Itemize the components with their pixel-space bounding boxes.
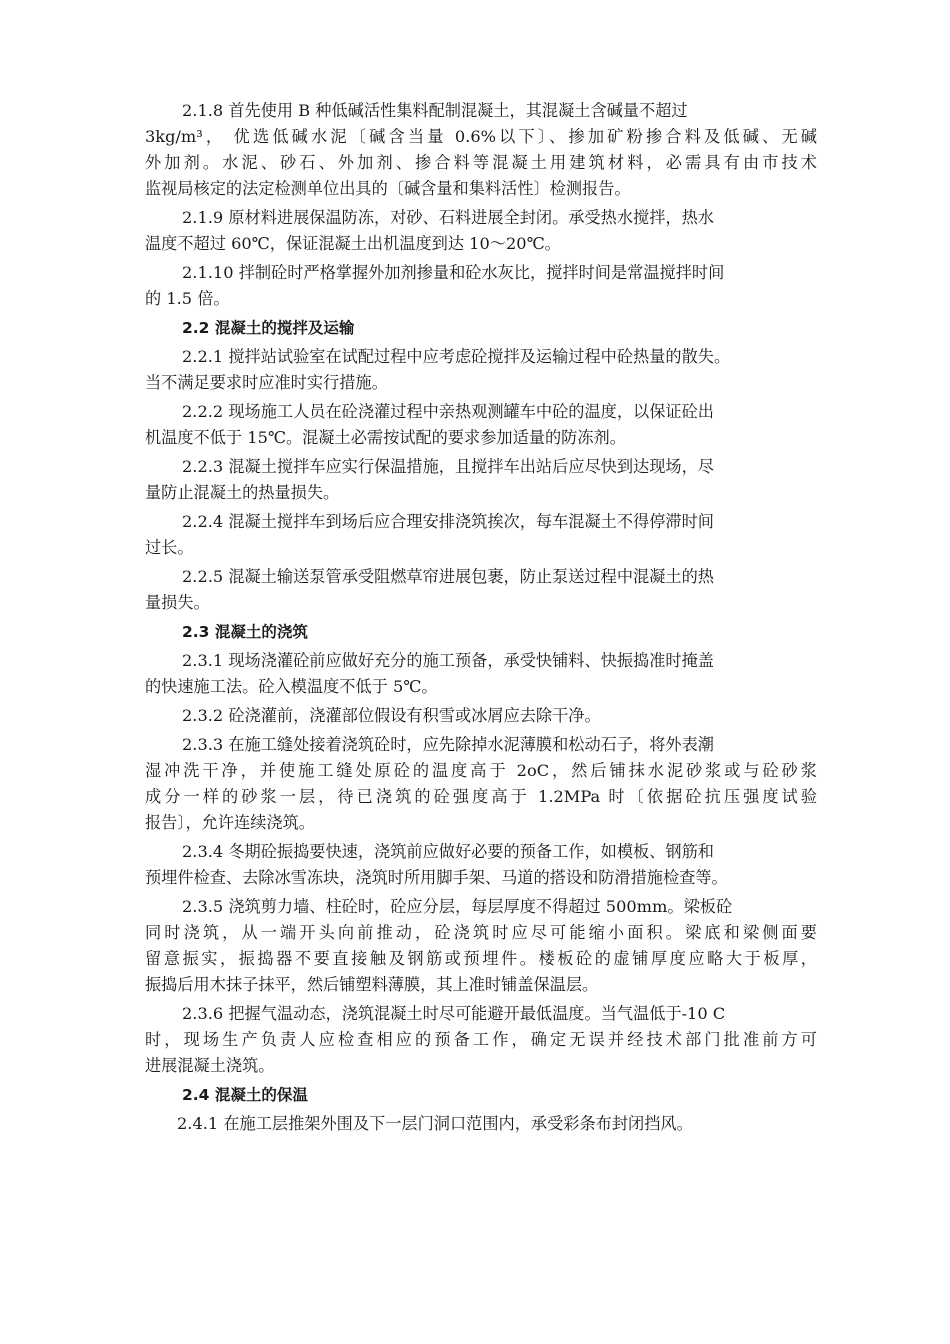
text-line: 过长。 xyxy=(145,538,194,557)
text-line: 机温度不低于 15℃。混凝土必需按试配的要求参加适量的防冻剂。 xyxy=(145,428,626,447)
paragraph-2-4-1 xyxy=(145,1111,817,1137)
paragraph-2-3-4 xyxy=(145,839,817,891)
text-line: 2.2.5 混凝土输送泵管承受阻燃草帘进展包裹，防止泵送过程中混凝土的热 xyxy=(182,567,714,586)
text-line: 3kg/m³， 优选低碱水泥〔碱含当量 0.6%以下〕、掺加矿粉掺合料及低碱、无碱 xyxy=(145,127,817,146)
paragraph-2-1-10 xyxy=(145,260,817,312)
paragraph-2-2-2 xyxy=(145,399,817,451)
paragraph-2-2-5 xyxy=(145,564,817,616)
text-line: 成分一样的砂浆一层，待已浇筑的砼强度高于 1.2MPa 时〔依据砼抗压强度试验 xyxy=(145,787,817,806)
text-line: 当不满足要求时应准时实行措施。 xyxy=(145,373,388,392)
text-line: 的快速施工法。砼入模温度不低于 5℃。 xyxy=(145,677,438,696)
text-line: 监视局核定的法定检测单位出具的〔碱含量和集料活性〕检测报告。 xyxy=(145,179,631,198)
text-line: 2.4.1 在施工层推架外围及下一层门洞口范围内，承受彩条布封闭挡风。 xyxy=(177,1114,693,1133)
text-line: 预埋件检查、去除冰雪冻块，浇筑时所用脚手架、马道的搭设和防滑措施检查等。 xyxy=(145,868,728,887)
paragraph-2-1-9 xyxy=(145,205,817,257)
paragraph-2-2-4 xyxy=(145,509,817,561)
text-line: 2.2.3 混凝土搅拌车应实行保温措施，且搅拌车出站后应尽快到达现场，尽 xyxy=(182,457,714,476)
text-line: 2.3.1 现场浇灌砼前应做好充分的施工预备，承受快铺料、快振捣准时掩盖 xyxy=(182,651,714,670)
text-line: 2.3.3 在施工缝处接着浇筑砼时，应先除掉水泥薄膜和松动石子，将外表潮 xyxy=(182,735,714,754)
paragraph-2-3-6 xyxy=(145,1001,817,1079)
text-line: 2.2.1 搅拌站试验室在试配过程中应考虑砼搅拌及运输过程中砼热量的散失。 xyxy=(182,347,731,366)
text-line: 量损失。 xyxy=(145,593,210,612)
text-line: 2.2.2 现场施工人员在砼浇灌过程中亲热观测罐车中砼的温度，以保证砼出 xyxy=(182,402,714,421)
text-line: 振捣后用木抹子抹平，然后铺塑料薄膜，其上准时铺盖保温层。 xyxy=(145,975,599,994)
paragraph-2-1-8 xyxy=(145,98,817,202)
paragraph-2-3-3 xyxy=(145,732,817,836)
section-heading-2-3: 2.3 混凝土的浇筑 xyxy=(182,623,308,641)
text-line: 温度不超过 60℃，保证混凝土出机温度到达 10～20℃。 xyxy=(145,234,561,253)
paragraph-2-3-2 xyxy=(145,703,817,729)
paragraph-2-2-3 xyxy=(145,454,817,506)
text-line: 2.3.4 冬期砼振捣要快速，浇筑前应做好必要的预备工作，如模板、钢筋和 xyxy=(182,842,714,861)
text-line: 2.2.4 混凝土搅拌车到场后应合理安排浇筑挨次，每车混凝土不得停滞时间 xyxy=(182,512,714,531)
text-line: 时，现场生产负责人应检查相应的预备工作，确定无误并经技术部门批准前方可 xyxy=(145,1030,817,1049)
text-line: 2.1.9 原材料进展保温防冻，对砂、石料进展全封闭。承受热水搅拌，热水 xyxy=(182,208,714,227)
paragraph-2-3-1 xyxy=(145,648,817,700)
section-heading-2-2: 2.2 混凝土的搅拌及运输 xyxy=(182,319,355,337)
text-line: 2.1.10 拌制砼时严格掌握外加剂掺量和砼水灰比，搅拌时间是常温搅拌时间 xyxy=(182,263,725,282)
text-line: 2.3.6 把握气温动态，浇筑混凝土时尽可能避开最低温度。当气温低于-10 C xyxy=(182,1004,726,1023)
text-line: 2.1.8 首先使用 B 种低碱活性集料配制混凝土，其混凝土含碱量不超过 xyxy=(182,101,688,120)
text-line: 2.3.5 浇筑剪力墙、柱砼时，砼应分层，每层厚度不得超过 500mm。梁板砼 xyxy=(182,897,733,916)
text-line: 湿冲洗干净，并使施工缝处原砼的温度高于 2oC，然后铺抹水泥砂浆或与砼砂浆 xyxy=(145,761,817,780)
section-heading-2-4: 2.4 混凝土的保温 xyxy=(182,1086,308,1104)
text-line: 量防止混凝土的热量损失。 xyxy=(145,483,340,502)
text-line: 2.3.2 砼浇灌前，浇灌部位假设有积雪或冰屑应去除干净。 xyxy=(182,706,601,725)
text-line: 留意振实，振捣器不要直接触及钢筋或预埋件。楼板砼的虚铺厚度应略大于板厚， xyxy=(145,949,817,968)
text-line: 外加剂。水泥、砂石、外加剂、掺合料等混凝土用建筑材料，必需具有由市技术 xyxy=(145,153,817,172)
text-line: 进展混凝土浇筑。 xyxy=(145,1056,275,1075)
paragraph-2-2-1 xyxy=(145,344,817,396)
text-line: 报告〕，允许连续浇筑。 xyxy=(145,813,315,832)
document-page xyxy=(145,98,817,1137)
text-line: 的 1.5 倍。 xyxy=(145,289,230,308)
paragraph-2-3-5 xyxy=(145,894,817,998)
text-line: 同时浇筑，从一端开头向前推动，砼浇筑时应尽可能缩小面积。梁底和梁侧面要 xyxy=(145,923,817,942)
